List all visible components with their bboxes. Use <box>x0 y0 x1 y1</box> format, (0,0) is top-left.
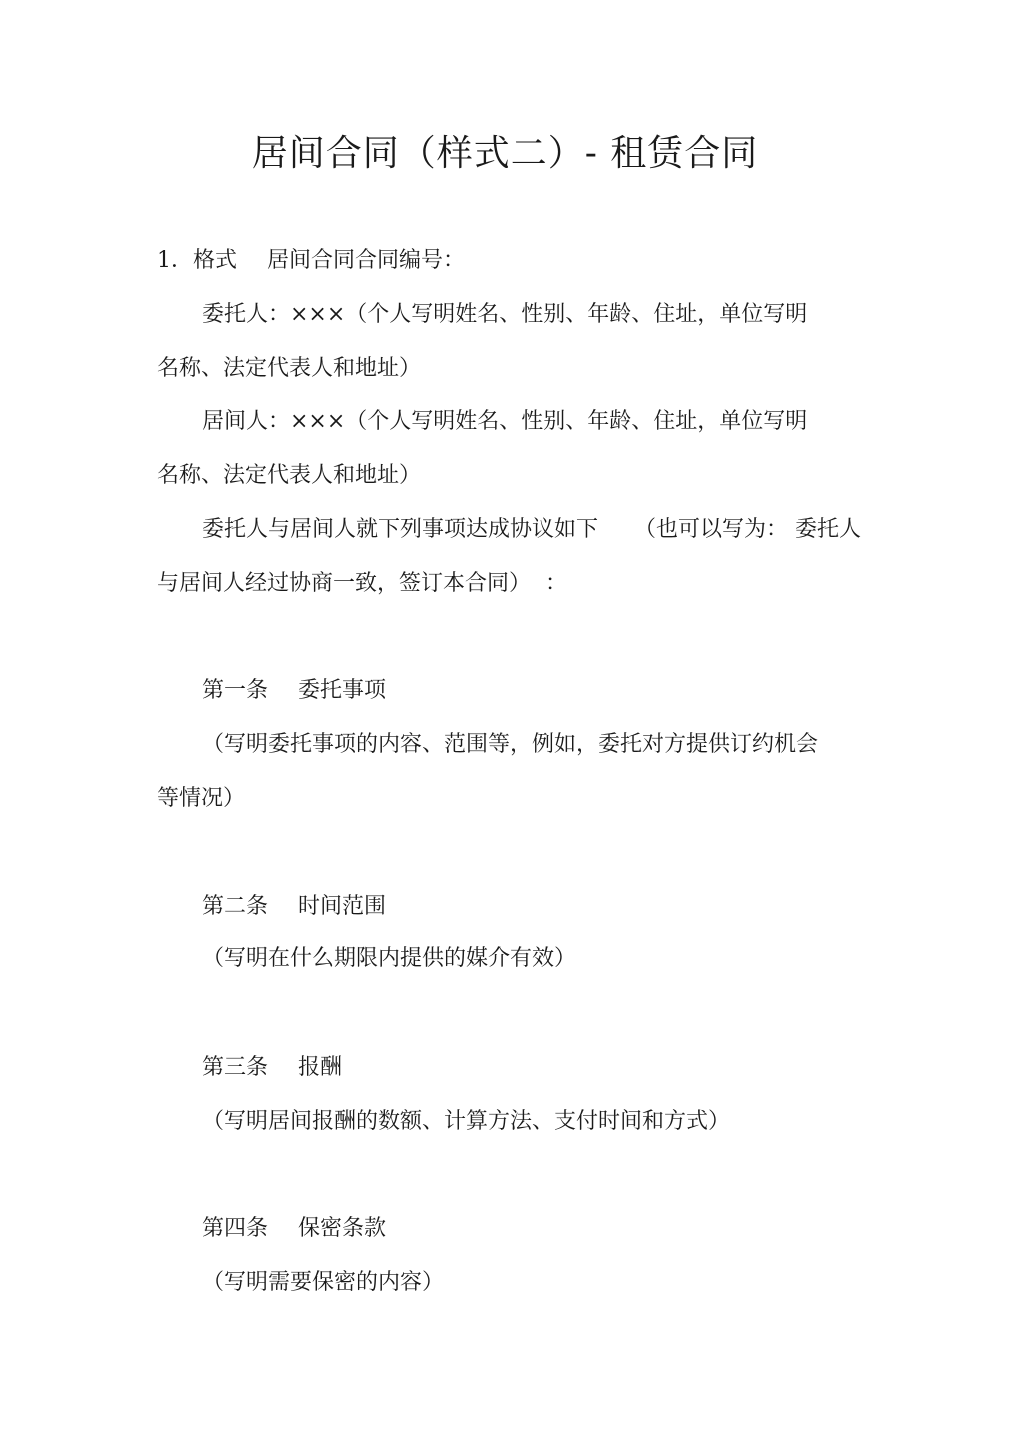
agreement-text-2a: 与居间人经过协商一致，签订本合同） <box>157 571 532 596</box>
article-1-desc-line-2: 等情况） <box>157 786 246 811</box>
article-2-heading <box>202 892 386 922</box>
agreement-line-2 <box>157 569 567 599</box>
agreement-line-1 <box>202 515 861 545</box>
article-1-desc-line-1: （写明委托事项的内容、范围等，例如，委托对方提供订约机会 <box>202 732 819 757</box>
document-title: 居间合同（样式二）- 租赁合同 <box>251 133 759 174</box>
contract-number-label: 居间合同合同编号： <box>267 248 466 273</box>
principal-line-2: 名称、法定代表人和地址） <box>157 356 422 381</box>
article-3-number: 第三条 <box>202 1055 269 1080</box>
principal-line-1: 委托人：×××（个人写明姓名、性别、年龄、住址，单位写明 <box>202 302 808 327</box>
article-2-desc: （写明在什么期限内提供的媒介有效） <box>202 946 577 971</box>
format-number: 1． <box>157 248 193 273</box>
agreement-text-2b: ： <box>545 571 568 596</box>
article-4-heading <box>202 1214 386 1244</box>
intermediary-line-2: 名称、法定代表人和地址） <box>157 463 422 488</box>
agreement-text-1b: （也可以写为： 委托人 <box>634 517 862 542</box>
article-1-heading <box>202 676 386 706</box>
format-line <box>157 246 465 276</box>
article-4-number: 第四条 <box>202 1216 269 1241</box>
article-4-title: 保密条款 <box>298 1216 387 1241</box>
intermediary-line-1: 居间人：×××（个人写明姓名、性别、年龄、住址，单位写明 <box>202 409 808 434</box>
agreement-text-1a: 委托人与居间人就下列事项达成协议如下 <box>202 517 599 542</box>
article-4-desc: （写明需要保密的内容） <box>202 1270 445 1295</box>
article-1-number: 第一条 <box>202 678 269 703</box>
article-2-number: 第二条 <box>202 894 269 919</box>
article-2-title: 时间范围 <box>298 894 387 919</box>
article-3-desc: （写明居间报酬的数额、计算方法、支付时间和方式） <box>202 1109 731 1134</box>
article-3-heading <box>202 1053 342 1083</box>
format-label: 格式 <box>193 248 238 273</box>
article-3-title: 报酬 <box>298 1055 343 1080</box>
article-1-title: 委托事项 <box>298 678 387 703</box>
